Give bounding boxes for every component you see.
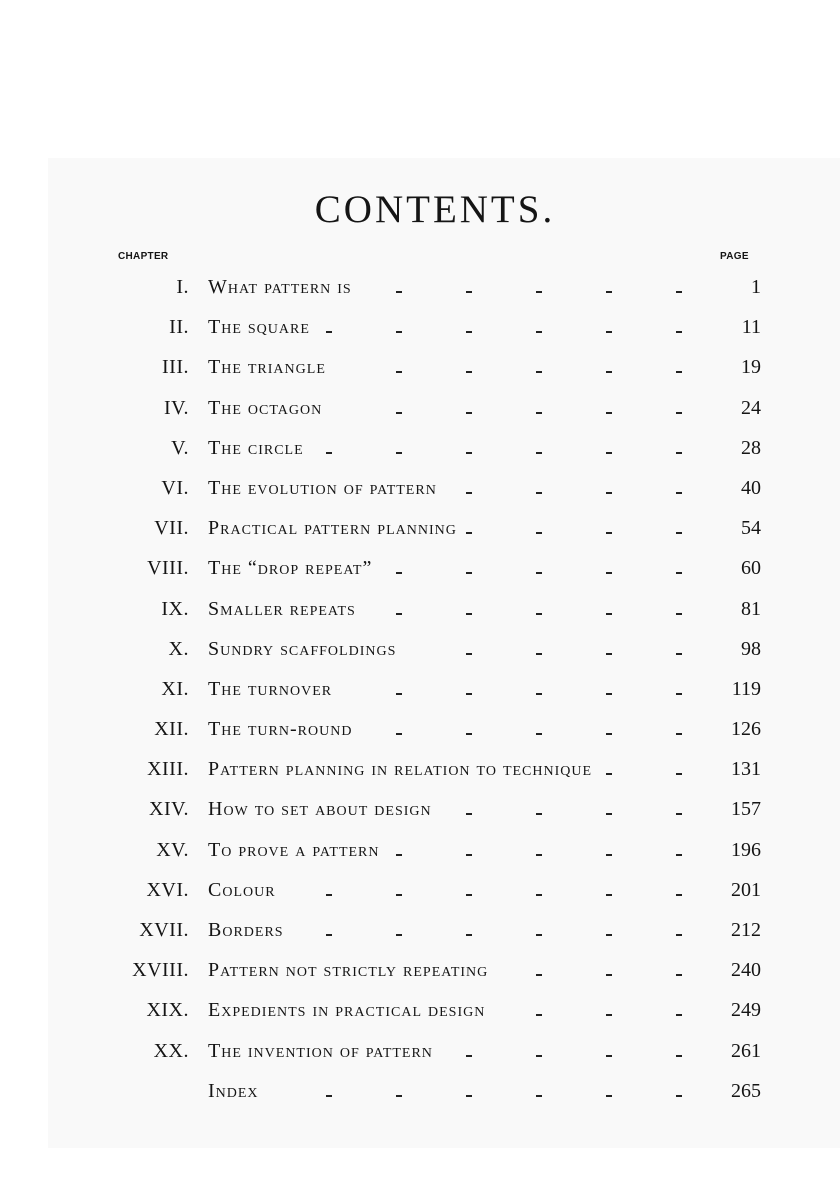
chapter-title: The octagon [208, 396, 323, 419]
leader-dash [396, 894, 402, 896]
leader-dash [676, 693, 682, 695]
leader-dash [536, 291, 542, 293]
leader-dash [536, 653, 542, 655]
page-column-header: PAGE [720, 251, 749, 262]
leader-dash [466, 934, 472, 936]
page-number: 201 [731, 878, 761, 901]
toc-entry[interactable] [0, 310, 840, 350]
chapter-number: XIV. [149, 798, 189, 821]
toc-entry[interactable] [0, 1034, 840, 1074]
leader-dash [606, 733, 612, 735]
leader-dash [466, 1055, 472, 1057]
chapter-title: Borders [208, 919, 284, 941]
leader-dash [676, 1014, 682, 1016]
leader-dash [396, 331, 402, 333]
toc-entry[interactable] [0, 270, 840, 310]
leader-dash [396, 693, 402, 695]
page-number: 40 [741, 476, 761, 499]
leader-dash [396, 613, 402, 615]
leader-dash [606, 371, 612, 373]
leader-dash [606, 934, 612, 936]
leader-dash [606, 572, 612, 574]
toc-entry[interactable] [0, 752, 840, 792]
chapter-number: XI. [161, 677, 189, 700]
leader-dash [466, 492, 472, 494]
leader-dash [536, 693, 542, 695]
leader-dashes [0, 431, 840, 471]
page-number: 54 [741, 517, 761, 540]
leader-dash [466, 733, 472, 735]
leader-dash [676, 371, 682, 373]
leader-dash [606, 1055, 612, 1057]
leader-dash [606, 291, 612, 293]
page-number: 81 [741, 597, 761, 620]
chapter-number: XVII. [139, 919, 189, 941]
page-number: 265 [731, 1079, 761, 1102]
leader-dash [536, 412, 542, 414]
toc-entry[interactable] [0, 391, 840, 431]
leader-dash [606, 653, 612, 655]
leader-dash [396, 412, 402, 414]
toc-entry[interactable] [0, 511, 840, 551]
leader-dash [606, 854, 612, 856]
leader-dash [536, 974, 542, 976]
chapter-title: How to set about design [208, 798, 432, 821]
chapter-title: Smaller repeats [208, 597, 356, 620]
chapter-title: The “drop repeat” [208, 557, 373, 580]
leader-dash [676, 733, 682, 735]
page-number: 119 [731, 677, 761, 700]
chapter-title: Index [208, 1079, 259, 1102]
chapter-title: Sundry scaffoldings [208, 637, 397, 660]
chapter-number: XV. [156, 838, 189, 861]
chapter-number: IX. [161, 597, 189, 620]
page-number: 126 [731, 718, 761, 741]
leader-dash [536, 532, 542, 534]
chapter-number: II. [169, 316, 189, 339]
leader-dash [466, 613, 472, 615]
chapter-title: The turn-round [208, 718, 353, 741]
toc-entry[interactable] [0, 913, 840, 953]
chapter-number: VII. [154, 517, 189, 540]
leader-dash [606, 492, 612, 494]
contents-list [0, 270, 840, 1114]
leader-dash [606, 813, 612, 815]
leader-dash [466, 331, 472, 333]
leader-dash [606, 974, 612, 976]
page-number: 196 [731, 838, 761, 861]
leader-dash [536, 934, 542, 936]
leader-dash [676, 532, 682, 534]
toc-entry[interactable] [0, 792, 840, 832]
leader-dash [326, 1095, 332, 1097]
leader-dash [606, 532, 612, 534]
chapter-title: The turnover [208, 677, 333, 700]
leader-dashes [0, 672, 840, 712]
leader-dash [466, 291, 472, 293]
leader-dash [396, 371, 402, 373]
page-number: 19 [741, 356, 761, 379]
leader-dash [676, 412, 682, 414]
chapter-title: The circle [208, 436, 304, 459]
leader-dash [396, 854, 402, 856]
chapter-title: What pattern is [208, 276, 352, 298]
leader-dash [466, 653, 472, 655]
chapter-number: XIII. [147, 758, 189, 781]
chapter-number: V. [171, 436, 189, 459]
leader-dash [536, 854, 542, 856]
leader-dash [326, 934, 332, 936]
leader-dash [536, 492, 542, 494]
chapter-number: XII. [154, 718, 189, 741]
chapter-title: Expedients in practical design [208, 999, 486, 1022]
leader-dash [396, 291, 402, 293]
leader-dash [606, 693, 612, 695]
leader-dash [466, 371, 472, 373]
leader-dashes [0, 913, 840, 953]
leader-dash [606, 1014, 612, 1016]
chapter-number: I. [176, 276, 189, 298]
leader-dashes [0, 350, 840, 390]
toc-entry[interactable] [0, 592, 840, 632]
chapter-column-header: CHAPTER [118, 251, 169, 262]
leader-dash [536, 371, 542, 373]
page-number: 11 [741, 316, 761, 339]
leader-dash [466, 452, 472, 454]
leader-dash [676, 331, 682, 333]
leader-dash [536, 572, 542, 574]
page-number: 249 [731, 999, 761, 1022]
leader-dash [326, 331, 332, 333]
chapter-title: To prove a pattern [208, 838, 380, 861]
chapter-title: Pattern planning in relation to technique [208, 758, 593, 781]
leader-dash [396, 452, 402, 454]
toc-entry[interactable] [0, 712, 840, 752]
page-number: 28 [741, 436, 761, 459]
page-number: 212 [731, 919, 761, 941]
leader-dash [606, 1095, 612, 1097]
leader-dash [606, 613, 612, 615]
leader-dash [466, 854, 472, 856]
leader-dash [676, 1055, 682, 1057]
leader-dash [676, 934, 682, 936]
chapter-title: The invention of pattern [208, 1039, 433, 1062]
leader-dash [676, 291, 682, 293]
page-number: 24 [741, 396, 761, 419]
page-number: 1 [751, 276, 761, 298]
leader-dash [606, 412, 612, 414]
leader-dash [396, 934, 402, 936]
leader-dash [326, 452, 332, 454]
chapter-number: VI. [161, 476, 189, 499]
leader-dash [676, 773, 682, 775]
toc-entry[interactable] [0, 672, 840, 712]
page-number: 240 [731, 959, 761, 982]
leader-dash [466, 1095, 472, 1097]
leader-dashes [0, 873, 840, 913]
leader-dash [536, 331, 542, 333]
chapter-title: The evolution of pattern [208, 476, 437, 499]
chapter-title: The triangle [208, 356, 326, 379]
leader-dashes [0, 712, 840, 752]
leader-dash [466, 894, 472, 896]
toc-entry[interactable] [0, 350, 840, 390]
leader-dash [536, 813, 542, 815]
chapter-number: VIII. [147, 557, 189, 580]
leader-dashes [0, 1074, 840, 1114]
toc-entry[interactable] [0, 833, 840, 873]
toc-entry[interactable] [0, 873, 840, 913]
leader-dash [466, 693, 472, 695]
chapter-number: IV. [163, 396, 189, 419]
chapter-number: XIX. [146, 999, 189, 1022]
leader-dash [326, 894, 332, 896]
toc-entry[interactable] [0, 1074, 840, 1114]
toc-entry[interactable] [0, 993, 840, 1033]
leader-dashes [0, 310, 840, 350]
chapter-number: III. [162, 356, 189, 379]
leader-dash [676, 974, 682, 976]
leader-dashes [0, 833, 840, 873]
leader-dash [676, 572, 682, 574]
page-title: CONTENTS. [314, 188, 556, 231]
page-number: 98 [741, 637, 761, 660]
chapter-title: The square [208, 316, 310, 339]
leader-dash [536, 1055, 542, 1057]
chapter-title: Colour [208, 878, 276, 901]
toc-entry[interactable] [0, 431, 840, 471]
leader-dash [536, 613, 542, 615]
chapter-number: XVI. [146, 878, 189, 901]
leader-dash [396, 1095, 402, 1097]
chapter-title: Practical pattern planning [208, 517, 457, 540]
leader-dash [606, 894, 612, 896]
page-number: 157 [731, 798, 761, 821]
leader-dash [676, 894, 682, 896]
leader-dash [536, 452, 542, 454]
page-number: 261 [731, 1039, 761, 1062]
leader-dash [466, 572, 472, 574]
leader-dash [606, 452, 612, 454]
leader-dash [466, 532, 472, 534]
leader-dash [606, 331, 612, 333]
leader-dashes [0, 592, 840, 632]
leader-dashes [0, 551, 840, 591]
toc-entry[interactable] [0, 953, 840, 993]
leader-dash [606, 773, 612, 775]
leader-dash [676, 492, 682, 494]
page-number: 131 [731, 758, 761, 781]
leader-dash [536, 894, 542, 896]
toc-entry[interactable] [0, 471, 840, 511]
leader-dash [396, 572, 402, 574]
leader-dash [536, 733, 542, 735]
leader-dashes [0, 270, 840, 310]
leader-dash [536, 1095, 542, 1097]
leader-dash [396, 733, 402, 735]
chapter-number: XVIII. [132, 959, 189, 982]
leader-dash [466, 412, 472, 414]
toc-entry[interactable] [0, 632, 840, 672]
leader-dash [676, 813, 682, 815]
chapter-number: XX. [153, 1039, 189, 1062]
leader-dash [676, 653, 682, 655]
leader-dash [676, 452, 682, 454]
leader-dashes [0, 391, 840, 431]
leader-dash [536, 1014, 542, 1016]
page-number: 60 [741, 557, 761, 580]
chapter-title: Pattern not strictly repeating [208, 959, 489, 982]
leader-dashes [0, 632, 840, 672]
leader-dash [676, 854, 682, 856]
leader-dash [676, 1095, 682, 1097]
chapter-number: X. [168, 637, 189, 660]
leader-dash [466, 813, 472, 815]
leader-dash [676, 613, 682, 615]
toc-entry[interactable] [0, 551, 840, 591]
